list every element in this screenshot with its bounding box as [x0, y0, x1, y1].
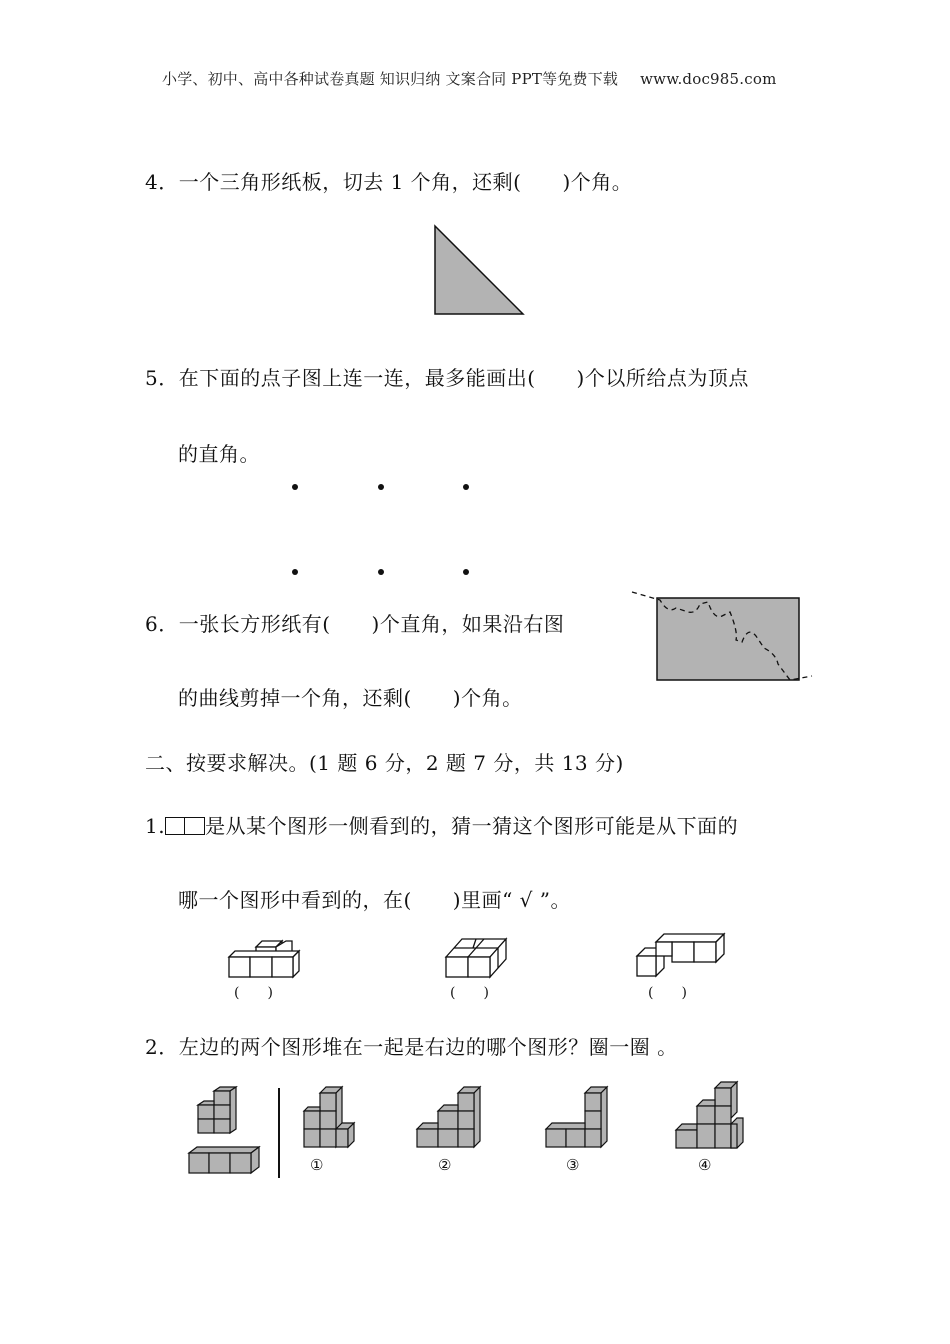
option-3-label[interactable]: ③ [566, 1156, 580, 1174]
s2-question-1-line1 [145, 810, 738, 839]
question-5-line1: 5．在下面的点子图上连一连，最多能画出( )个以所给点为顶点 [145, 366, 749, 390]
cube-stack-option-a [226, 935, 306, 980]
cube-stack-option-c [634, 930, 729, 980]
option-2-figure [414, 1085, 489, 1157]
grid-dot [378, 484, 384, 490]
grid-dot [292, 569, 298, 575]
s2-question-2: 2．左边的两个图形堆在一起是右边的哪个图形？圈一圈 。 [145, 1035, 678, 1059]
triangle-figure [433, 224, 525, 316]
option-3-figure [543, 1085, 618, 1157]
answer-blank-c[interactable]: ( ) [648, 985, 687, 1001]
question-4: 4．一个三角形纸板，切去 1 个角，还剩( )个角。 [145, 170, 633, 194]
given-shape-bar [186, 1143, 266, 1178]
option-1-figure [300, 1085, 360, 1157]
option-4-figure [673, 1080, 753, 1158]
section-2-title: 二、按要求解决。(1 题 6 分，2 题 7 分，共 13 分) [145, 751, 624, 775]
option-1-label[interactable]: ① [310, 1156, 324, 1174]
grid-dot [292, 484, 298, 490]
divider-line [278, 1088, 280, 1178]
s2q1-line1-rest: 是从某个图形一侧看到的，猜一猜这个图形可能是从下面的 [205, 814, 739, 838]
option-2-label[interactable]: ② [438, 1156, 452, 1174]
page-header [162, 68, 777, 89]
rectangle-with-cut-line-figure [630, 590, 815, 688]
answer-blank-b[interactable]: ( ) [450, 985, 489, 1001]
answer-blank-a[interactable]: ( ) [234, 985, 273, 1001]
question-6-line1: 6．一张长方形纸有( )个直角，如果沿右图 [145, 612, 565, 636]
question-6-line2: 的曲线剪掉一个角，还剩( )个角。 [178, 686, 523, 710]
question-5-line2: 的直角。 [178, 442, 260, 466]
option-4-label[interactable]: ④ [698, 1156, 712, 1174]
header-text: 小学、初中、高中各种试卷真题 知识归纳 文案合同 PPT等免费下载 [162, 70, 619, 88]
s2-question-1-line2: 哪一个图形中看到的，在( )里画“ √ ”。 [178, 888, 572, 912]
s2q1-prefix: 1. [145, 814, 166, 838]
view-square-icon [185, 817, 205, 835]
grid-dot [463, 484, 469, 490]
given-shape-l [190, 1085, 245, 1137]
cube-stack-option-b [443, 935, 513, 980]
grid-dot [378, 569, 384, 575]
grid-dot [463, 569, 469, 575]
header-url: www.doc985.com [640, 70, 777, 88]
view-square-icon [165, 817, 185, 835]
